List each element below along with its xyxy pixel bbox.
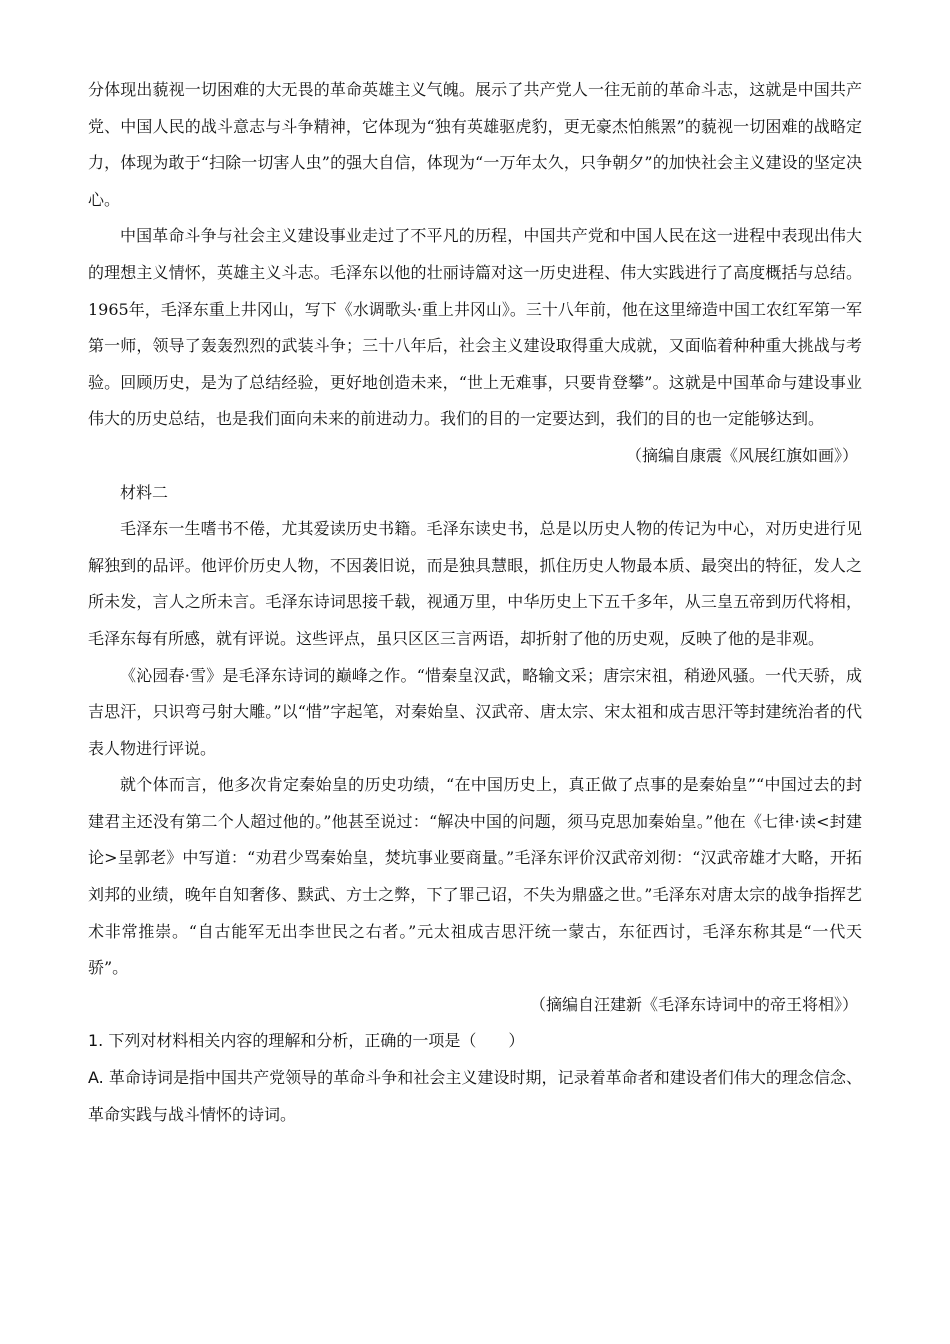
material-two-paragraph-2: 《沁园春·雪》是毛泽东诗词的巅峰之作。“惜秦皇汉武，略输文采；唐宗宋祖，稍逊风骚。一代天骄，成吉思汗，只识弯弓射大雕。”以“惜”字起笔，对秦始皇、汉武帝、唐太宗、宋太祖和成吉思汗等封建统治者的代表人物进行评说。 <box>88 665 862 758</box>
material-one-source: （摘编自康震《风展红旗如画》） <box>625 445 858 465</box>
material-two-paragraph-1: 毛泽东一生嗜书不倦，尤其爱读历史书籍。毛泽东读史书，总是以历史人物的传记为中心，对历史进行见解独到的品评。他评价历史人物，不因袭旧说，而是独具慧眼，抓住历史人物最本质、最突出的特征，发人之所未发，言人之所未言。毛泽东诗词思接千载，视通万里，中华历史上下五千多年，从三皇五帝到历代将相，毛泽东每有所感，就有评说。这些评点，虽只区区三言两语，却折射了他的历史观，反映了他的是非观。 <box>88 519 862 648</box>
material-two-source: （摘编自汪建新《毛泽东诗词中的帝王将相》） <box>529 994 858 1014</box>
material-two-heading: 材料二 <box>120 482 169 502</box>
material-two-paragraph-3: 就个体而言，他多次肯定秦始皇的历史功绩，“在中国历史上，真正做了点事的是秦始皇”“中国过去的封建君主还没有第二个人超过他的。”他甚至说过：“解决中国的问题，须马克思加秦始皇。”他在《七律·读<封建论>呈郭老》中写道：“劝君少骂秦始皇，焚坑事业要商量。”毛泽东评价汉武帝刘彻：“汉武帝雄才大略，开拓刘邦的业绩，晚年自知奢侈、黩武、方士之弊，下了罪己诏，不失为鼎盛之世。”毛泽东对唐太宗的战争指挥艺术非常推崇。“自古能军无出李世民之右者。”元太祖成吉思汗统一蒙古，东征西讨，毛泽东称其是“一代天骄”。 <box>88 775 862 978</box>
material-one-paragraph-2: 中国革命斗争与社会主义建设事业走过了不平凡的历程，中国共产党和中国人民在这一进程中表现出伟大的理想主义情怀，英雄主义斗志。毛泽东以他的壮丽诗篇对这一历史进程、伟大实践进行了高度概括与总结。1965年，毛泽东重上井冈山，写下《水调歌头·重上井冈山》。三十八年前，他在这里缔造中国工农红军第一军第一师，领导了轰轰烈烈的武装斗争；三十八年后，社会主义建设取得重大成就，又面临着种种重大挑战与考验。回顾历史，是为了总结经验，更好地创造未来，“世上无难事，只要肯登攀”。这就是中国革命与建设事业伟大的历史总结，也是我们面向未来的前进动力。我们的目的一定要达到，我们的目的也一定能够达到。 <box>88 226 862 429</box>
question-stem: 1. 下列对材料相关内容的理解和分析，正确的一项是（ ） <box>88 1031 525 1051</box>
document-page <box>88 72 862 1133</box>
material-one-paragraph-1: 分体现出藐视一切困难的大无畏的革命英雄主义气魄。展示了共产党人一往无前的革命斗志，这就是中国共产党、中国人民的战斗意志与斗争精神，它体现为“独有英雄驱虎豹，更无豪杰怕熊罴”的藐视一切困难的战略定力，体现为敢于“扫除一切害人虫”的强大自信，体现为“一万年太久，只争朝夕”的加快社会主义建设的坚定决心。 <box>88 80 862 209</box>
question-option-a: A. 革命诗词是指中国共产党领导的革命斗争和社会主义建设时期，记录着革命者和建设者们伟大的理念信念、革命实践与战斗情怀的诗词。 <box>88 1068 862 1124</box>
